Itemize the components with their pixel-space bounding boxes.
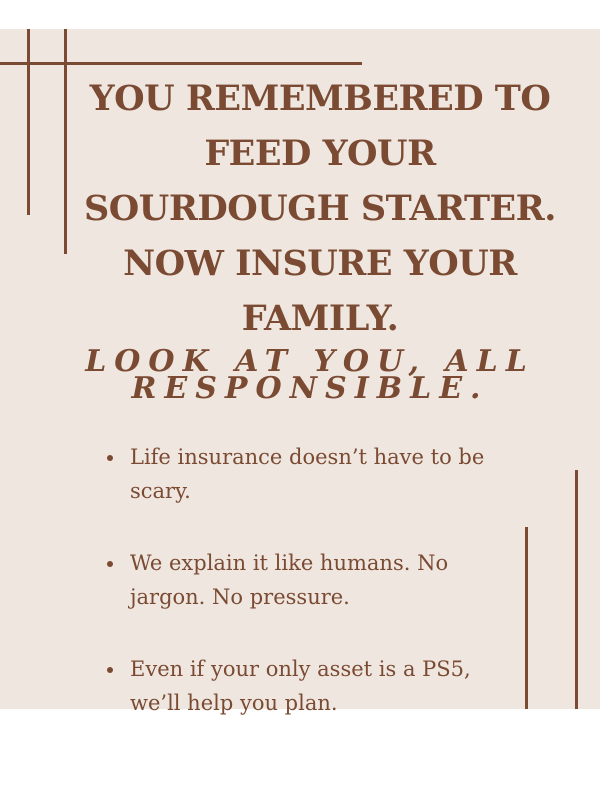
list-item: [107, 652, 527, 720]
subheadline: LOOK AT YOU, ALL RESPONSIBLE.: [85, 344, 535, 406]
list-item-text: We explain it like humans. No jargon. No pressure.: [130, 551, 449, 609]
list-item-text: Even if your only asset is a PS5, we’ll help you plan.: [130, 657, 471, 715]
bullet-dot-icon: [107, 455, 113, 461]
decorative-line-left-vertical-1: [27, 29, 30, 215]
benefit-list: [107, 440, 527, 758]
bullet-dot-icon: [107, 561, 113, 567]
list-item: [107, 440, 527, 508]
list-item-text: Life insurance doesn’t have to be scary.: [130, 445, 485, 503]
poster: [0, 29, 600, 715]
headline: YOU REMEMBERED TO FEED YOUR SOURDOUGH STARTER. NOW INSURE YOUR FAMILY.: [84, 78, 556, 339]
decorative-line-top-horizontal: [0, 62, 362, 65]
list-item: [107, 546, 527, 614]
bullet-dot-icon: [107, 667, 113, 673]
decorative-line-right-vertical-2: [575, 470, 578, 709]
